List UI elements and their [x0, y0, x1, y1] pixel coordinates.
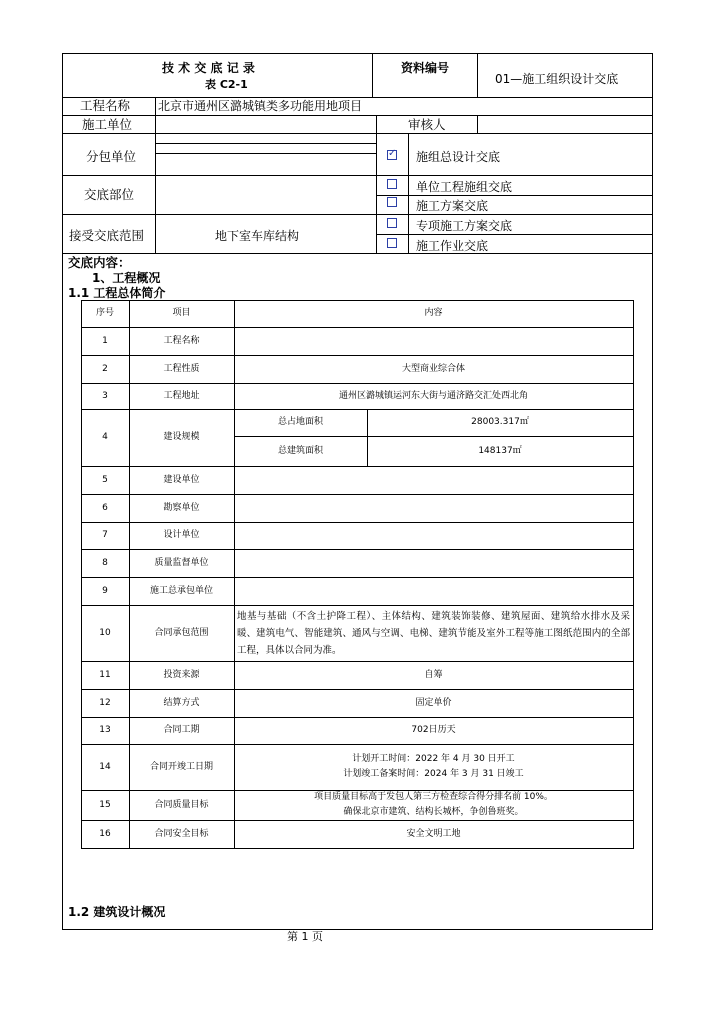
checkbox-option-5[interactable]: [387, 238, 397, 248]
table-row-item: 合同工期: [163, 725, 200, 735]
table-row-no: 9: [102, 585, 108, 596]
scope-label: 接受交底范围: [69, 228, 145, 243]
table-row-item: 合同质量目标: [154, 799, 209, 810]
option-5-label: 施工作业交底: [416, 239, 489, 253]
option-3-label: 施工方案交底: [416, 199, 489, 213]
location-label: 交底部位: [84, 187, 135, 202]
table-row-no: 11: [99, 669, 111, 680]
reviewer-label: 审核人: [408, 117, 446, 132]
table-row-item: 工程性质: [163, 363, 200, 374]
page-number: 第 1 页: [287, 930, 323, 943]
option-2-label: 单位工程施组交底: [416, 180, 513, 194]
table-row-content: [234, 466, 633, 494]
table-row-no: 14: [99, 761, 111, 772]
doc-no-label: 资料编号: [401, 61, 450, 75]
doc-no-value: 01—施工组织设计交底: [495, 72, 619, 86]
checkbox-option-3[interactable]: [387, 197, 397, 207]
table-row-content: [234, 577, 633, 605]
section-1-heading: 1、工程概况: [92, 271, 161, 285]
content-heading: 交底内容：: [68, 255, 131, 270]
section-1-1-heading: 1.1 工程总体简介: [68, 286, 166, 300]
table-row-item: 合同开竣工日期: [149, 761, 213, 772]
table-row-no: 3: [102, 390, 108, 401]
table-sub-label: 总建筑面积: [277, 445, 323, 456]
table-row-content: [234, 327, 633, 355]
table-row-item: 合同承包范围: [154, 627, 209, 638]
table-row-no: 15: [99, 799, 111, 810]
table-row-content: 通州区潞城镇运河东大街与通济路交汇处西北角: [338, 390, 528, 401]
table-row-item: 建设规模: [163, 432, 200, 442]
table-row-content: 大型商业综合体: [401, 363, 465, 374]
checkbox-option-4[interactable]: [387, 218, 397, 228]
table-row-no: 2: [102, 363, 108, 374]
table-row-no: 10: [99, 627, 111, 638]
table-row-no: 7: [102, 530, 108, 540]
table-row-item: 投资来源: [163, 669, 200, 680]
project-name-value: 北京市通州区潞城镇类多功能用地项目: [158, 99, 363, 113]
table-row-no: 16: [99, 828, 111, 839]
subcontractor-label: 分包单位: [86, 149, 137, 164]
table-row-content: 项目质量目标高于发包人第三方检查综合得分排名前 10%。 确保北京市建筑、结构长城杯，争创鲁班奖。: [314, 792, 553, 817]
table-row-no: 1: [102, 335, 108, 346]
table-header-item: 项目: [172, 308, 191, 318]
form-title: 技 术 交 底 记 录: [162, 61, 255, 75]
table-row-content: [234, 522, 633, 549]
table-sub-label: 总占地面积: [277, 417, 323, 427]
table-row-item: 结算方式: [163, 697, 200, 708]
table-header-content: 内容: [424, 308, 443, 318]
table-row-content: 702日历天: [411, 725, 456, 735]
table-row-item: 设计单位: [163, 530, 200, 540]
table-row-content: [234, 494, 633, 522]
form-number: 表 C2-1: [205, 78, 248, 91]
table-row-item: 施工总承包单位: [149, 585, 213, 596]
section-1-2-heading: 1.2 建筑设计概况: [68, 905, 166, 919]
table-row-no: 6: [102, 502, 108, 513]
table-row-no: 5: [102, 474, 108, 485]
table-row-item: 工程地址: [163, 390, 200, 401]
table-row-item: 建设单位: [163, 474, 200, 485]
table-row-content: [234, 549, 633, 577]
option-4-label: 专项施工方案交底: [416, 219, 513, 233]
table-sub-value: 148137㎡: [478, 445, 522, 456]
table-row-item: 勘察单位: [163, 502, 200, 513]
table-row-no: 13: [99, 725, 111, 735]
check-mark-icon: ✓: [388, 148, 397, 159]
table-sub-value: 28003.317㎡: [471, 417, 529, 427]
table-row-content: 固定单价: [415, 697, 452, 708]
table-header-no: 序号: [95, 308, 114, 318]
table-row-content: 地基与基础（不含土护降工程）、主体结构、建筑装饰装修、建筑屋面、建筑给水排水及采暖、建筑电气、智能建筑、通风与空调、电梯、建筑节能及室外工程等施工图纸范围内的全部工程，具体以合同为准。: [237, 611, 630, 656]
table-row-no: 4: [102, 432, 108, 442]
table-row-no: 12: [99, 697, 111, 708]
table-row-content: 自筹: [424, 669, 443, 680]
project-name-label: 工程名称: [80, 98, 131, 113]
table-row-item: 合同安全目标: [154, 828, 209, 839]
table-row-content: 安全文明工地: [406, 828, 461, 839]
table-row-no: 8: [102, 557, 108, 568]
scope-value: 地下室车库结构: [215, 229, 300, 243]
table-row-content: 计划开工时间：2022 年 4 月 30 日开工 计划竣工备案时间：2024 年 3 月 31 日竣工: [343, 754, 524, 779]
option-1-label: 施组总设计交底: [416, 150, 501, 164]
table-row-item: 工程名称: [163, 335, 200, 346]
contractor-label: 施工单位: [82, 117, 133, 132]
table-row-item: 质量监督单位: [154, 557, 209, 568]
checkbox-option-2[interactable]: [387, 179, 397, 189]
